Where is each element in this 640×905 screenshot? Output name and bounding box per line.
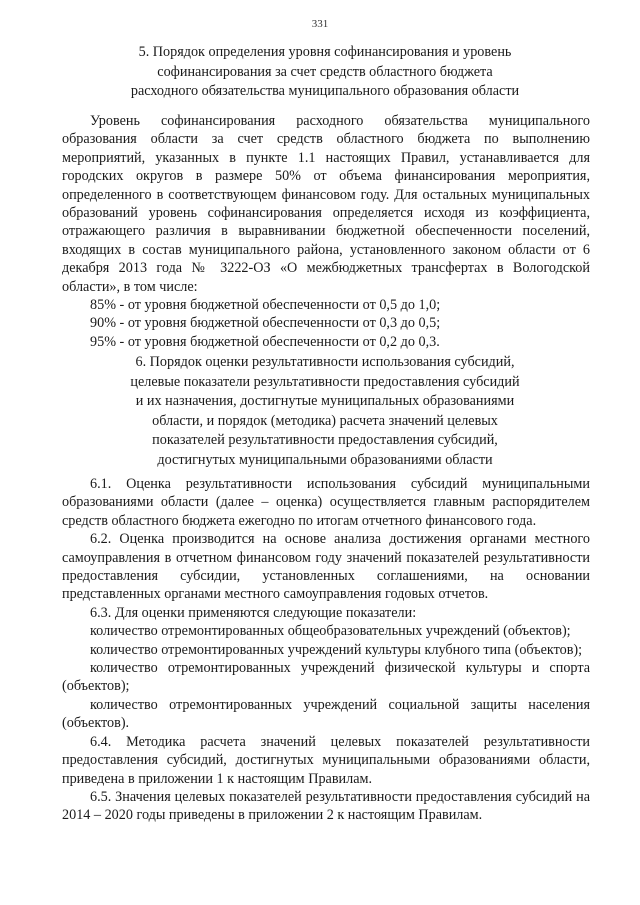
paragraph-6-3: 6.3. Для оценки применяются следующие показатели: xyxy=(90,604,417,621)
indicator-item: количество отремонтированных учреждений социальной защиты населения (объектов). xyxy=(62,696,590,732)
indicator-item: количество отремонтированных общеобразовательных учреждений (объектов); xyxy=(90,623,571,640)
heading-line: и их назначения, достигнутые муниципальных образованиями xyxy=(135,393,515,409)
heading-line: 6. Порядок оценки результативности использования субсидий, xyxy=(135,354,515,370)
heading-line: софинансирования за счет средств областного бюджета xyxy=(157,63,493,80)
section-6-heading xyxy=(60,353,590,470)
section-5-body xyxy=(62,112,590,351)
indicator-item: количество отремонтированных учреждений физической культуры и спорта (объектов); xyxy=(62,660,590,695)
section-5-heading xyxy=(60,43,590,102)
list-item: 90% - от уровня бюджетной обеспеченности от 0,3 до 0,5; xyxy=(90,315,441,332)
page-number: 331 xyxy=(311,18,329,30)
paragraph-6-4: 6.4. Методика расчета значений целевых показателей результативности предоставления субсидий, достигнутых муниципальными образованиями области, приведена в приложении 1 к настоящим Правилам. xyxy=(62,733,590,787)
heading-line: достигнутых муниципальными образованиями области xyxy=(157,451,493,468)
paragraph-6-1: 6.1. Оценка результативности использования субсидий муниципальными образованиями области (далее – оценка) осуществляется главным распорядителем средств областного бюджета ежегодно по итогам отчетного финансового года. xyxy=(62,476,590,529)
list-item: 95% - от уровня бюджетной обеспеченности от 0,2 до 0,3. xyxy=(90,333,440,350)
heading-line: расходного обязательства муниципального образования области xyxy=(130,83,520,99)
heading-line: области, и порядок (методика) расчета значений целевых xyxy=(152,412,498,429)
section-5-paragraph: Уровень софинансирования расходного обязательства муниципального образования области за счет средств областного бюджета по выполнению мероприятий, указанных в пункте 1.1 настоящих Правил, устанавливается для городских округов в размере 50% от объема финансирования мероприятия, определенного в соответствующем финансовом году. Для остальных муниципальных образований уровень софинансирования определяется исходя из коэффициента, отражающего различия в выравнивании бюджетной обеспеченности поселений, входящих в состав муниципального района, установленного законом области от 6 декабря 2013 года № 3222-ОЗ «О межбюджетных трансфертах в Вологодской области», в том числе: xyxy=(62,113,590,295)
indicator-item: количество отремонтированных учреждений культуры клубного типа (объектов); xyxy=(90,641,583,658)
heading-line: показателей результативности предоставления субсидий, xyxy=(152,432,498,448)
paragraph-6-5: 6.5. Значения целевых показателей результативности предоставления субсидий на 2014 – 2020 годы приведены в приложении 2 к настоящим Правилам. xyxy=(62,788,590,824)
section-6-body xyxy=(62,475,590,825)
paragraph-6-2: 6.2. Оценка производится на основе анализа достижения органами местного самоуправления в отчетном финансовом году значений показателей результативности предоставления субсидии, установленных соглашениями, на основании представленных органами местного самоуправления годовых отчетов. xyxy=(62,531,590,603)
heading-line: целевые показатели результативности предоставления субсидий xyxy=(130,373,520,390)
heading-line: 5. Порядок определения уровня софинансирования и уровень xyxy=(138,44,512,60)
list-item: 85% - от уровня бюджетной обеспеченности от 0,5 до 1,0; xyxy=(90,297,441,314)
